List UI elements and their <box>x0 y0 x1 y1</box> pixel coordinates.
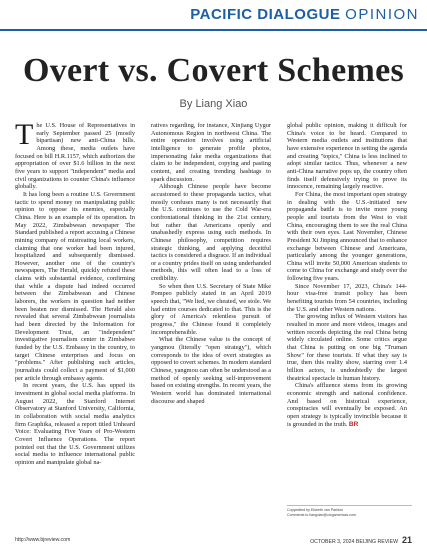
end-mark: BR <box>348 420 359 428</box>
paragraph: Since November 17, 2023, China's 144-hour visa-free transit policy has been benefiting tourists from 54 countries, including the U.S. and other Western nations. <box>287 282 407 313</box>
article-title: Overt vs. Covert Schemes <box>22 52 405 89</box>
page-footer <box>15 537 412 547</box>
section-name: PACIFIC DIALOGUE <box>190 6 341 23</box>
article-column-1 <box>15 122 135 502</box>
paragraph: ratives regarding, for instance, Xinjiang Uygur Autonomous Region in northwest China. The entire operation involves using artificial intelligence to generate profile photos, impersonating fake media organizations that claim to be independent, copying and pasting content, and creating trending hashtags to spark discussion. <box>151 122 271 183</box>
paragraph: global public opinion, making it difficult for China's voice to be heard. Compared to Western media outlets and institutions that have extensive experience in setting the agenda and creating "topics," China is less inclined to adopt similar tactics. Thus, whenever a new anti-China narrative pops up, the country often finds itself defensively trying to prove its innocence, remaining largely reactive. <box>287 122 407 191</box>
section-banner <box>0 0 427 42</box>
section-header <box>190 6 419 23</box>
paragraph: The U.S. House of Representatives in early September passed 25 (mostly bipartisan) new anti-China bills. Among these, media outlets have focused on bill H.R.1157, which authorizes the appropriation of over $1.6 billion in the next five years to support "independent" media and civil organizations to counter China's influence globally. <box>15 122 135 191</box>
paragraph: So when then U.S. Secretary of State Mike Pompeo publicly stated in an April 2019 speech that, "We lied, we cheated, we stole. We had entire courses dedicated to that. This is the glory of America's relentless pursuit of progress," the Chinese found it completely incomprehensible. <box>151 282 271 336</box>
footer-issue <box>310 535 412 545</box>
paragraph: For China, the most important open strategy in dealing with the U.S.-initiated new propaganda battle is to invite more young people and tourists from the West to visit China, encouraging them to see the real China with their own eyes. Last November, Chinese President Xi Jinping announced that to enhance exchange between Chinese and Americans, particularly among the younger generations, China will invite 50,000 American students to come to China for exchange and study over the following five years. <box>287 190 407 283</box>
copyeditor-credit: Copyedited by Elsbeth van Paridon <box>287 508 344 512</box>
footer-url: http://www.bjreview.com <box>15 537 71 543</box>
paragraph: In recent years, the U.S. has upped its investment in global social media platforms. In August 2022, the Stanford Internet Observatory at Stanford University, California, in collaboration with social media analytics firm Graphika, released a report titled Unheard Voice: Evaluating Five Years of Pro-Western Covert Influence Operations. The report pointed out that the U.S. Government utilizes social media to influence international public opinion and manipulate global na- <box>15 382 135 466</box>
credits-divider <box>287 505 412 506</box>
banner-rule <box>0 29 427 31</box>
article-credits <box>287 508 412 518</box>
paragraph: What the Chinese value is the concept of yangmou (literally "open strategy"), which corresponds to the idea of overt strategies as opposed to covert schemes. In modern standard Chinese, yangmou can often be understood as a method of openly seeking self-improvement based on existing strengths. In recent years, the Western world has dominated international discourse and shaped <box>151 336 271 405</box>
issue-date: OCTOBER 3, 2024 BEIJING REVIEW <box>310 539 398 545</box>
section-category: OPINION <box>345 6 419 23</box>
paragraph: China's affluence stems from its growing economic strength and national confidence. And based on historical experience, conspiracies will eventually be exposed. An open strategy is typically invincible because it is grounded in the truth. BR <box>287 382 407 428</box>
article-column-3 <box>287 122 407 502</box>
paragraph: The growing influx of Western visitors has resulted in more and more videos, images and written records depicting the real China being widely circulated online. Some critics argue that China is putting on one big "Truman Show" for these tourists. If what they say is true, then this reality show, starring over 1.4 billion actors, is undoubtedly the largest theatrical spectacle in human history. <box>287 313 407 382</box>
article-column-2 <box>151 122 271 502</box>
drop-cap: T <box>15 122 34 151</box>
comments-contact: Comments to liangxiao@cicgamericas.com <box>287 513 356 517</box>
article-byline: By Liang Xiao <box>179 98 248 110</box>
page-number: 21 <box>401 535 412 545</box>
paragraph: It has long been a routine U.S. Government tactic to spend money on manipulating public opinion to oppose its enemies, especially China. Here is an example of its operation. In May 2022, Zimbabwean newspaper The Standard published a report accusing a Chinese mining company of mistreating local workers, claiming that one worker had been injured, hospitalized and subsequently dismissed. However, another one of the country's newspapers, The Herald, quickly refuted these claims with substantial evidence, confirming that while a dispute had indeed occurred between the Zimbabwean and Chinese laborers, the workers in question had neither been beaten nor dismissed. The Herald also revealed that several Zimbabwean journalists had been directed by the Information for Development Trust, an "independent" investigative journalism center in Zimbabwe funded by the U.S. Embassy in the country, to target Chinese enterprises and focus on "problems." After publishing such articles, journalists could collect a payment of $1,000 per article through embassy agents. <box>15 190 135 382</box>
paragraph: Although Chinese people have become accustomed to these propaganda tactics, what mostly confuses many is not necessarily that the U.S. continues to use the Cold War-era confrontational thinking in the 21st century, but rather that Americans openly and unabashedly express using such methods. In Chinese philosophy, competition requires strategic thinking, and applying deceitful tactics is considered a disgrace. If an individual or a country prides itself on using underhanded methods, this will often lead to a loss of credibility. <box>151 183 271 283</box>
